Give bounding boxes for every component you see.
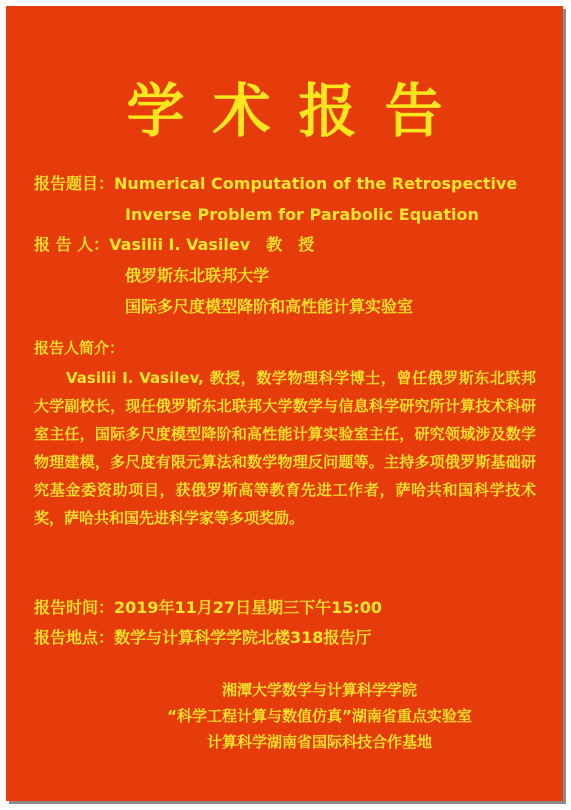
- location-line: [34, 628, 371, 648]
- organizer-1: 湘潭大学数学与计算科学学院: [221, 681, 417, 699]
- poster: [6, 6, 563, 801]
- speaker-affiliation-1: 俄罗斯东北联邦大学: [125, 266, 270, 285]
- topic-label: 报告题目：: [34, 174, 115, 193]
- location-value: 数学与计算科学学院北楼318报告厅: [114, 628, 372, 647]
- poster-title: 学术报告: [126, 77, 471, 145]
- time-label: 报告时间：: [34, 598, 115, 617]
- topic-line-2: [125, 205, 479, 225]
- organizer-2: “科学工程计算与数值仿真”湖南省重点实验室: [167, 707, 472, 725]
- topic-line-1: [34, 174, 517, 194]
- speaker-label: 报 告 人：: [34, 235, 110, 254]
- time-line: [34, 598, 382, 618]
- bio-text: Vasilii I. Vasilev, 教授，数学物理科学博士，曾任俄罗斯东北联邦大学副校长，现任俄罗斯东北联邦大学数学与信息科学研究所计算技术科研室主任，国际多尺度模型降阶和高性能计算实验室主任，研究领域涉及数学物理建模，多尺度有限元算法和数学物理反问题等。主持多项俄罗斯基础研究基金委资助项目，获俄罗斯高等教育先进工作者，萨哈共和国科学技术奖，萨哈共和国先进科学家等多项奖励。: [34, 369, 536, 527]
- time-value: 2019年11月27日星期三下午15:00: [114, 598, 383, 617]
- location-label: 报告地点：: [34, 628, 115, 647]
- speaker-affiliation-2: 国际多尺度模型降阶和高性能计算实验室: [125, 297, 414, 316]
- organizer-3: 计算科学湖南省国际科技合作基地: [206, 733, 432, 751]
- topic-text-line-2: Inverse Problem for Parabolic Equation: [125, 205, 479, 224]
- bio-label: 报告人简介：: [34, 339, 125, 357]
- speaker-name: Vasilii I. Vasilev 教 授: [109, 235, 315, 254]
- speaker-line: [34, 235, 314, 255]
- topic-text-line-1: Numerical Computation of the Retrospective: [114, 174, 518, 193]
